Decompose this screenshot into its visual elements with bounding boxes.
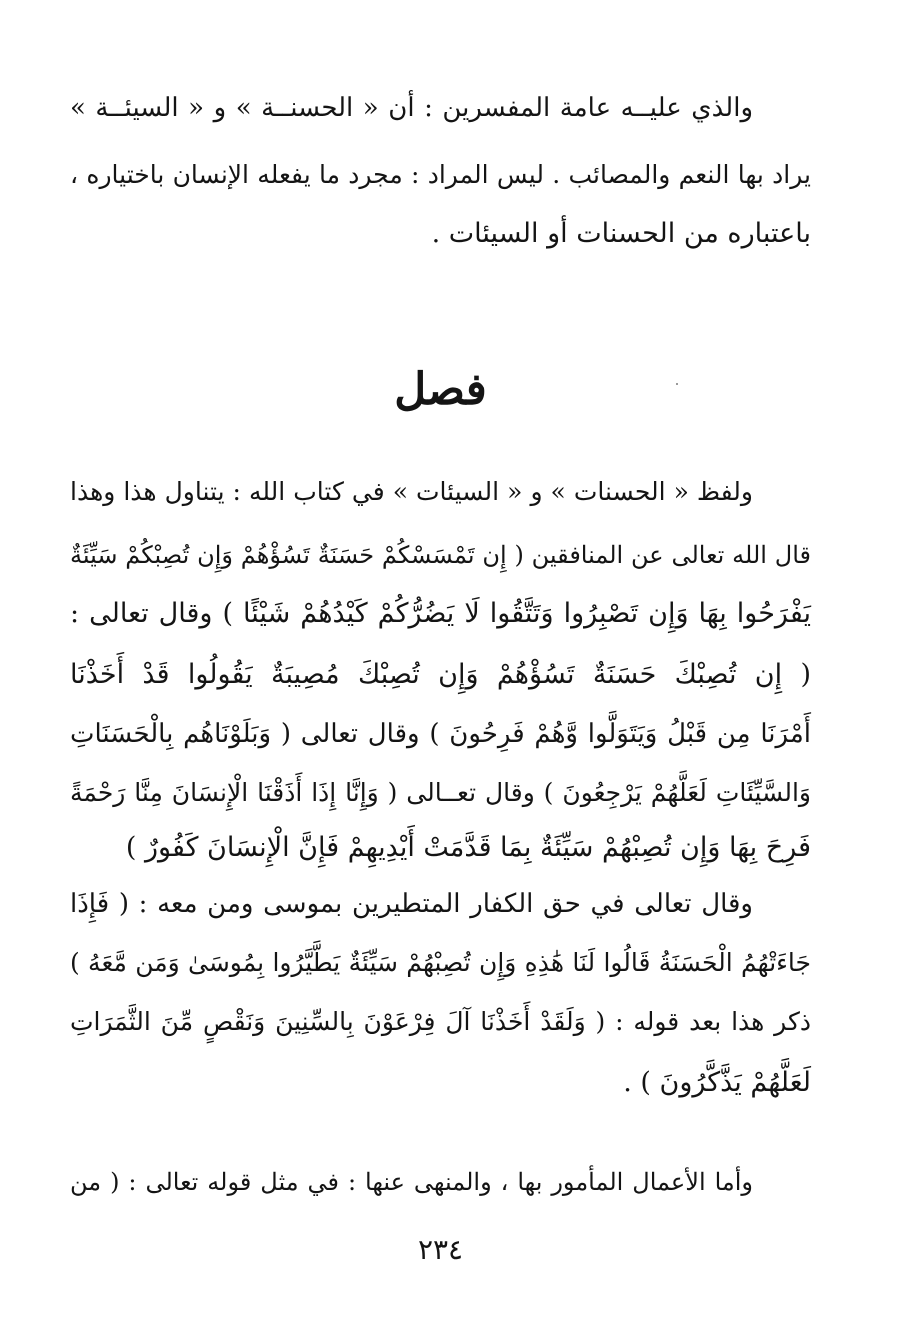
paragraph-3-line-4: لَعَلَّهُمْ يَذَّكَّرُونَ ) . xyxy=(623,1067,811,1098)
speck-mark xyxy=(676,383,678,385)
paragraph-1-line-2: يراد بها النعم والمصائب . ليس المراد : مجرد ما يفعله الإنسان باختياره ، xyxy=(70,160,811,189)
book-page xyxy=(70,0,811,1326)
paragraph-3-line-1: وقال تعالى في حق الكفار المتطيرين بموسى ومن معه : ( فَإِذَا xyxy=(70,889,753,919)
paragraph-4-line-1: وأما الأعمال المأمور بها ، والمنهى عنها : في مثل قوله تعالى : ( من xyxy=(70,1168,753,1196)
paragraph-1-line-3: باعتباره من الحسنات أو السيئات . xyxy=(431,218,811,249)
page-number: ٢٣٤ xyxy=(417,1233,464,1266)
paragraph-2-line-5: أَمْرَنَا مِن قَبْلُ وَيَتَوَلَّوا وَّهُمْ فَرِحُونَ ) وقال تعالى ( وَبَلَوْنَاهُم بِالْحَسَنَاتِ xyxy=(70,719,811,749)
paragraph-3-line-2: جَاءَتْهُمُ الْحَسَنَةُ قَالُوا لَنَا هَٰذِهِ وَإِن تُصِبْهُمْ سَيِّئَةٌ يَطَّيَّرُوا بِمُوسَىٰ وَمَن مَّعَهُ ) xyxy=(70,948,811,977)
paragraph-2-line-1: ولفظ « الحسنات » و « السيئات » في كتاب الله : يتناول هذا وهذا xyxy=(70,477,753,506)
paragraph-2-line-4: ( إِن تُصِبْكَ حَسَنَةٌ تَسُؤْهُمْ وَإِن تُصِبْكَ مُصِيبَةٌ يَقُولُوا قَدْ أَخَذْنَا xyxy=(70,659,811,690)
paragraph-2-line-3: يَفْرَحُوا بِهَا وَإِن تَصْبِرُوا وَتَتَّقُوا لَا يَضُرُّكُمْ كَيْدُهُمْ شَيْئًا ) وقال تعالى : xyxy=(70,598,811,629)
paragraph-1-line-1: والذي عليــه عامة المفسرين : أن « الحسنــة » و « السيئــة » xyxy=(70,93,753,123)
paragraph-2-line-7: فَرِحَ بِهَا وَإِن تُصِبْهُمْ سَيِّئَةٌ بِمَا قَدَّمَتْ أَيْدِيهِمْ فَإِنَّ الْإِنسَانَ كَفُورٌ ) xyxy=(125,832,811,863)
paragraph-3-line-3: ذكر هذا بعد قوله : ( وَلَقَدْ أَخَذْنَا آلَ فِرْعَوْنَ بِالسِّنِينَ وَنَقْصٍ مِّنَ الثَّمَرَاتِ xyxy=(70,1007,811,1036)
paragraph-2-line-2: قال الله تعالى عن المنافقين ( إِن تَمْسَسْكُمْ حَسَنَةٌ تَسُؤْهُمْ وَإِن تُصِبْكُمْ سَيِّئَةٌ xyxy=(70,541,811,569)
section-heading xyxy=(70,360,811,420)
section-heading-text: فصل xyxy=(394,364,487,415)
paragraph-2-line-6: وَالسَّيِّئَاتِ لَعَلَّهُمْ يَرْجِعُونَ ) وقال تعــالى ( وَإِنَّا إِذَا أَذَقْنَا الْإِنسَانَ مِنَّا رَحْمَةً xyxy=(70,778,811,807)
